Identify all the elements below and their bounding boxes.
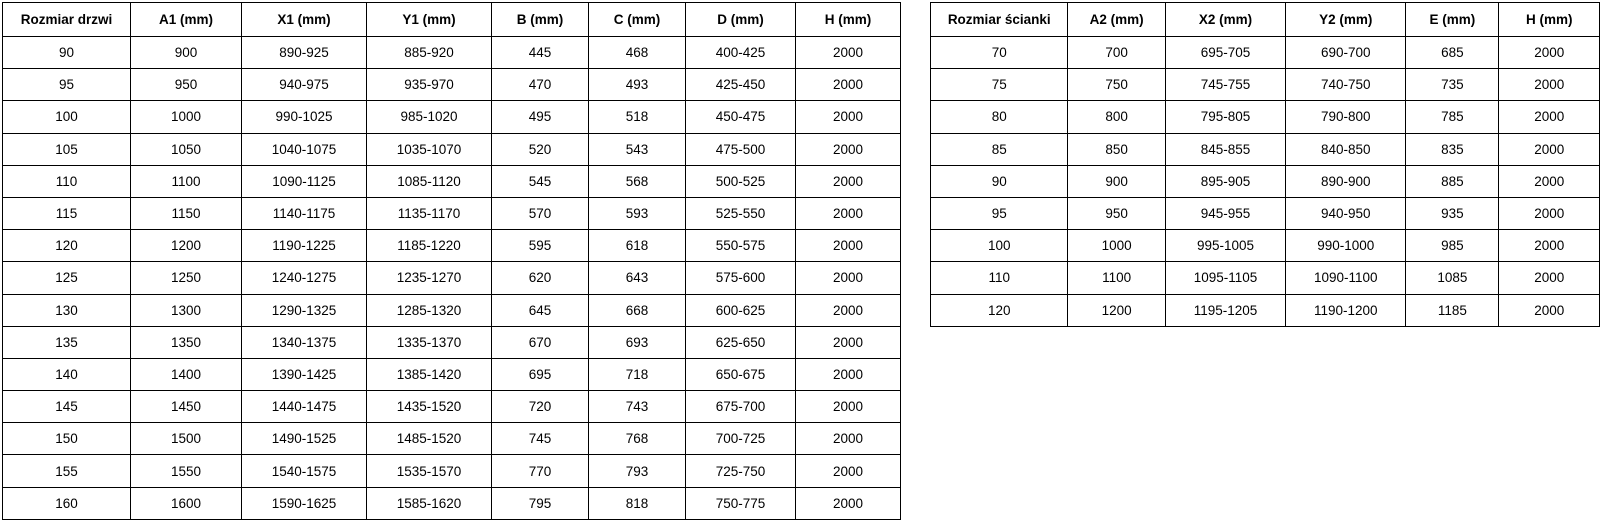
doors-cell: 743 xyxy=(589,391,686,423)
table-row xyxy=(3,423,901,455)
walls-cell: 695-705 xyxy=(1165,37,1285,69)
doors-cell: 1390-1425 xyxy=(242,358,367,390)
walls-cell: 800 xyxy=(1068,101,1166,133)
doors-cell: 1400 xyxy=(131,358,242,390)
walls-cell: 690-700 xyxy=(1286,37,1406,69)
walls-cell: 2000 xyxy=(1499,101,1600,133)
doors-cell: 2000 xyxy=(796,101,901,133)
doors-cell: 1585-1620 xyxy=(367,487,492,519)
table-row xyxy=(3,294,901,326)
doors-column-header: D (mm) xyxy=(686,3,796,37)
walls-column-header: A2 (mm) xyxy=(1068,3,1166,37)
walls-cell: 890-900 xyxy=(1286,165,1406,197)
doors-cell: 445 xyxy=(492,37,589,69)
doors-cell: 593 xyxy=(589,197,686,229)
table-row xyxy=(3,487,901,519)
doors-cell: 1290-1325 xyxy=(242,294,367,326)
walls-specification-table xyxy=(930,2,1600,327)
doors-cell: 1240-1275 xyxy=(242,262,367,294)
doors-cell: 1085-1120 xyxy=(367,165,492,197)
doors-cell: 468 xyxy=(589,37,686,69)
walls-cell: 2000 xyxy=(1499,133,1600,165)
walls-cell: 940-950 xyxy=(1286,197,1406,229)
doors-cell: 935-970 xyxy=(367,69,492,101)
doors-cell: 750-775 xyxy=(686,487,796,519)
doors-cell: 110 xyxy=(3,165,131,197)
doors-cell: 1250 xyxy=(131,262,242,294)
walls-table-container xyxy=(930,2,1600,327)
doors-cell: 675-700 xyxy=(686,391,796,423)
doors-cell: 120 xyxy=(3,230,131,262)
walls-table-body xyxy=(931,37,1600,327)
walls-cell: 1095-1105 xyxy=(1165,262,1285,294)
doors-cell: 1600 xyxy=(131,487,242,519)
doors-cell: 2000 xyxy=(796,455,901,487)
doors-cell: 1090-1125 xyxy=(242,165,367,197)
doors-cell: 2000 xyxy=(796,391,901,423)
doors-cell: 95 xyxy=(3,69,131,101)
doors-cell: 1040-1075 xyxy=(242,133,367,165)
doors-cell: 2000 xyxy=(796,197,901,229)
walls-cell: 790-800 xyxy=(1286,101,1406,133)
doors-cell: 645 xyxy=(492,294,589,326)
doors-cell: 1485-1520 xyxy=(367,423,492,455)
walls-column-header: E (mm) xyxy=(1406,3,1499,37)
doors-cell: 625-650 xyxy=(686,326,796,358)
doors-cell: 1285-1320 xyxy=(367,294,492,326)
doors-cell: 693 xyxy=(589,326,686,358)
doors-cell: 2000 xyxy=(796,37,901,69)
walls-cell: 750 xyxy=(1068,69,1166,101)
table-row xyxy=(3,230,901,262)
walls-column-header: H (mm) xyxy=(1499,3,1600,37)
table-row xyxy=(3,197,901,229)
doors-cell: 793 xyxy=(589,455,686,487)
doors-cell: 668 xyxy=(589,294,686,326)
walls-table-head xyxy=(931,3,1600,37)
doors-column-header: X1 (mm) xyxy=(242,3,367,37)
doors-cell: 600-625 xyxy=(686,294,796,326)
doors-cell: 90 xyxy=(3,37,131,69)
doors-cell: 900 xyxy=(131,37,242,69)
walls-cell: 735 xyxy=(1406,69,1499,101)
doors-cell: 2000 xyxy=(796,294,901,326)
doors-cell: 1135-1170 xyxy=(367,197,492,229)
doors-cell: 155 xyxy=(3,455,131,487)
doors-cell: 2000 xyxy=(796,133,901,165)
doors-cell: 425-450 xyxy=(686,69,796,101)
table-row xyxy=(3,262,901,294)
doors-cell: 595 xyxy=(492,230,589,262)
walls-cell: 2000 xyxy=(1499,294,1600,326)
table-row xyxy=(931,37,1600,69)
table-row xyxy=(931,165,1600,197)
doors-cell: 520 xyxy=(492,133,589,165)
doors-cell: 1190-1225 xyxy=(242,230,367,262)
walls-cell: 85 xyxy=(931,133,1068,165)
doors-cell: 1100 xyxy=(131,165,242,197)
walls-cell: 100 xyxy=(931,230,1068,262)
walls-cell: 795-805 xyxy=(1165,101,1285,133)
table-row xyxy=(931,262,1600,294)
walls-cell: 985 xyxy=(1406,230,1499,262)
doors-cell: 1235-1270 xyxy=(367,262,492,294)
walls-column-header: Rozmiar ścianki xyxy=(931,3,1068,37)
table-row xyxy=(3,391,901,423)
walls-cell: 950 xyxy=(1068,197,1166,229)
doors-cell: 1540-1575 xyxy=(242,455,367,487)
doors-cell: 1035-1070 xyxy=(367,133,492,165)
doors-cell: 543 xyxy=(589,133,686,165)
doors-cell: 160 xyxy=(3,487,131,519)
walls-cell: 785 xyxy=(1406,101,1499,133)
doors-cell: 1185-1220 xyxy=(367,230,492,262)
walls-cell: 1200 xyxy=(1068,294,1166,326)
doors-cell: 1385-1420 xyxy=(367,358,492,390)
doors-cell: 1150 xyxy=(131,197,242,229)
walls-cell: 120 xyxy=(931,294,1068,326)
table-row xyxy=(3,326,901,358)
table-row xyxy=(931,69,1600,101)
table-row xyxy=(931,133,1600,165)
doors-cell: 720 xyxy=(492,391,589,423)
walls-cell: 2000 xyxy=(1499,262,1600,294)
walls-cell: 740-750 xyxy=(1286,69,1406,101)
doors-cell: 1350 xyxy=(131,326,242,358)
table-row xyxy=(931,294,1600,326)
doors-column-header: Y1 (mm) xyxy=(367,3,492,37)
doors-cell: 718 xyxy=(589,358,686,390)
table-row xyxy=(3,69,901,101)
doors-cell: 450-475 xyxy=(686,101,796,133)
walls-cell: 1100 xyxy=(1068,262,1166,294)
walls-cell: 745-755 xyxy=(1165,69,1285,101)
doors-cell: 795 xyxy=(492,487,589,519)
doors-table-container xyxy=(2,2,901,520)
doors-cell: 2000 xyxy=(796,165,901,197)
doors-cell: 725-750 xyxy=(686,455,796,487)
doors-cell: 575-600 xyxy=(686,262,796,294)
doors-specification-table xyxy=(2,2,901,520)
doors-cell: 570 xyxy=(492,197,589,229)
doors-cell: 985-1020 xyxy=(367,101,492,133)
doors-column-header: H (mm) xyxy=(796,3,901,37)
table-row xyxy=(3,101,901,133)
table-row xyxy=(3,455,901,487)
walls-cell: 700 xyxy=(1068,37,1166,69)
doors-cell: 2000 xyxy=(796,358,901,390)
doors-cell: 550-575 xyxy=(686,230,796,262)
doors-cell: 670 xyxy=(492,326,589,358)
doors-cell: 475-500 xyxy=(686,133,796,165)
table-row xyxy=(931,230,1600,262)
doors-cell: 1200 xyxy=(131,230,242,262)
doors-cell: 1490-1525 xyxy=(242,423,367,455)
doors-cell: 1500 xyxy=(131,423,242,455)
doors-cell: 500-525 xyxy=(686,165,796,197)
doors-column-header: B (mm) xyxy=(492,3,589,37)
table-row xyxy=(931,101,1600,133)
doors-cell: 2000 xyxy=(796,423,901,455)
doors-cell: 130 xyxy=(3,294,131,326)
doors-table-head xyxy=(3,3,901,37)
walls-cell: 995-1005 xyxy=(1165,230,1285,262)
walls-cell: 685 xyxy=(1406,37,1499,69)
doors-cell: 885-920 xyxy=(367,37,492,69)
walls-cell: 1085 xyxy=(1406,262,1499,294)
walls-cell: 850 xyxy=(1068,133,1166,165)
doors-cell: 1000 xyxy=(131,101,242,133)
walls-cell: 2000 xyxy=(1499,165,1600,197)
doors-cell: 1550 xyxy=(131,455,242,487)
doors-header-row xyxy=(3,3,901,37)
walls-cell: 110 xyxy=(931,262,1068,294)
walls-cell: 990-1000 xyxy=(1286,230,1406,262)
doors-column-header: A1 (mm) xyxy=(131,3,242,37)
walls-cell: 840-850 xyxy=(1286,133,1406,165)
doors-cell: 125 xyxy=(3,262,131,294)
walls-column-header: Y2 (mm) xyxy=(1286,3,1406,37)
doors-cell: 493 xyxy=(589,69,686,101)
doors-cell: 105 xyxy=(3,133,131,165)
doors-cell: 818 xyxy=(589,487,686,519)
doors-cell: 400-425 xyxy=(686,37,796,69)
doors-cell: 890-925 xyxy=(242,37,367,69)
doors-cell: 745 xyxy=(492,423,589,455)
doors-cell: 950 xyxy=(131,69,242,101)
walls-cell: 2000 xyxy=(1499,197,1600,229)
doors-cell: 1140-1175 xyxy=(242,197,367,229)
walls-cell: 80 xyxy=(931,101,1068,133)
walls-header-row xyxy=(931,3,1600,37)
walls-column-header: X2 (mm) xyxy=(1165,3,1285,37)
doors-cell: 545 xyxy=(492,165,589,197)
doors-cell: 495 xyxy=(492,101,589,133)
doors-cell: 1440-1475 xyxy=(242,391,367,423)
doors-cell: 700-725 xyxy=(686,423,796,455)
doors-cell: 1535-1570 xyxy=(367,455,492,487)
walls-cell: 935 xyxy=(1406,197,1499,229)
doors-cell: 145 xyxy=(3,391,131,423)
doors-cell: 518 xyxy=(589,101,686,133)
doors-cell: 1590-1625 xyxy=(242,487,367,519)
doors-cell: 135 xyxy=(3,326,131,358)
walls-cell: 895-905 xyxy=(1165,165,1285,197)
table-row xyxy=(931,197,1600,229)
doors-cell: 643 xyxy=(589,262,686,294)
doors-cell: 650-675 xyxy=(686,358,796,390)
walls-cell: 845-855 xyxy=(1165,133,1285,165)
doors-cell: 695 xyxy=(492,358,589,390)
doors-cell: 990-1025 xyxy=(242,101,367,133)
doors-cell: 150 xyxy=(3,423,131,455)
doors-cell: 1335-1370 xyxy=(367,326,492,358)
doors-cell: 525-550 xyxy=(686,197,796,229)
doors-cell: 1050 xyxy=(131,133,242,165)
doors-cell: 768 xyxy=(589,423,686,455)
doors-cell: 2000 xyxy=(796,487,901,519)
doors-cell: 1435-1520 xyxy=(367,391,492,423)
walls-cell: 1090-1100 xyxy=(1286,262,1406,294)
walls-cell: 2000 xyxy=(1499,230,1600,262)
walls-cell: 95 xyxy=(931,197,1068,229)
doors-cell: 1300 xyxy=(131,294,242,326)
table-row xyxy=(3,37,901,69)
doors-cell: 115 xyxy=(3,197,131,229)
table-row xyxy=(3,165,901,197)
walls-cell: 900 xyxy=(1068,165,1166,197)
doors-cell: 100 xyxy=(3,101,131,133)
walls-cell: 1000 xyxy=(1068,230,1166,262)
walls-cell: 2000 xyxy=(1499,37,1600,69)
doors-column-header: C (mm) xyxy=(589,3,686,37)
doors-cell: 620 xyxy=(492,262,589,294)
walls-cell: 1190-1200 xyxy=(1286,294,1406,326)
walls-cell: 1185 xyxy=(1406,294,1499,326)
doors-cell: 940-975 xyxy=(242,69,367,101)
walls-cell: 70 xyxy=(931,37,1068,69)
doors-table-body xyxy=(3,37,901,520)
table-row xyxy=(3,133,901,165)
doors-column-header: Rozmiar drzwi xyxy=(3,3,131,37)
doors-cell: 140 xyxy=(3,358,131,390)
doors-cell: 770 xyxy=(492,455,589,487)
doors-cell: 618 xyxy=(589,230,686,262)
walls-cell: 835 xyxy=(1406,133,1499,165)
walls-cell: 90 xyxy=(931,165,1068,197)
doors-cell: 2000 xyxy=(796,69,901,101)
walls-cell: 1195-1205 xyxy=(1165,294,1285,326)
doors-cell: 568 xyxy=(589,165,686,197)
doors-cell: 1340-1375 xyxy=(242,326,367,358)
doors-cell: 1450 xyxy=(131,391,242,423)
walls-cell: 945-955 xyxy=(1165,197,1285,229)
table-row xyxy=(3,358,901,390)
walls-cell: 75 xyxy=(931,69,1068,101)
walls-cell: 885 xyxy=(1406,165,1499,197)
doors-cell: 470 xyxy=(492,69,589,101)
walls-cell: 2000 xyxy=(1499,69,1600,101)
doors-cell: 2000 xyxy=(796,262,901,294)
doors-cell: 2000 xyxy=(796,230,901,262)
doors-cell: 2000 xyxy=(796,326,901,358)
